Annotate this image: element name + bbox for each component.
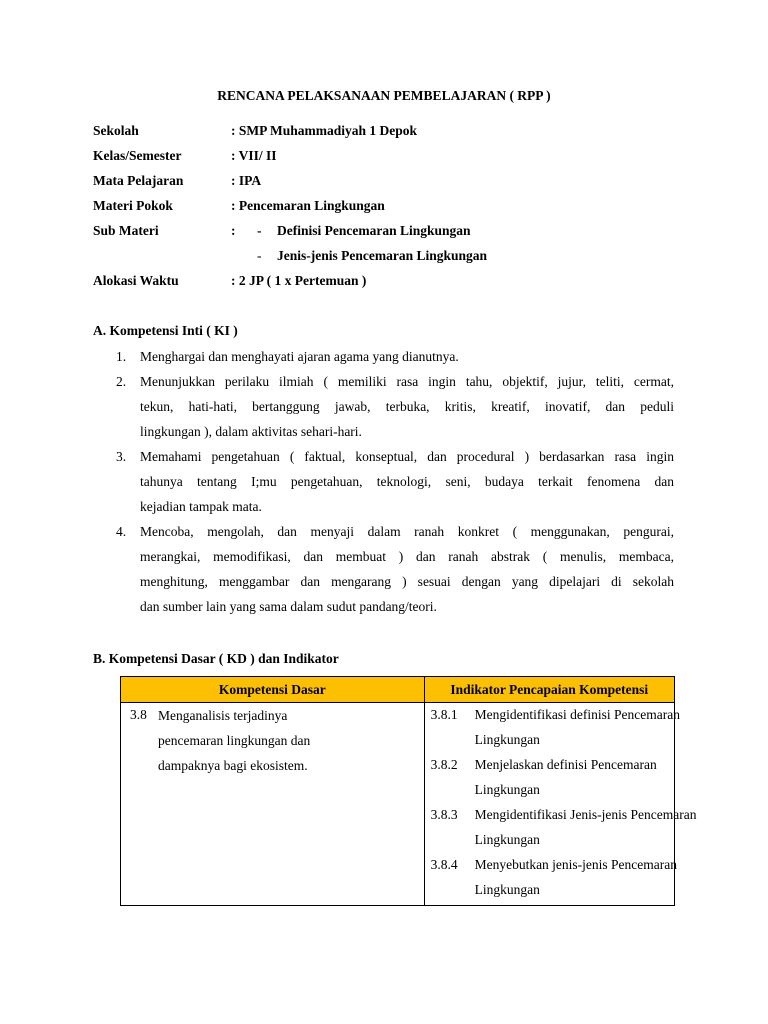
list-item-line: Mencoba, mengolah, dan menyaji dalam ranah konkret ( menggunakan, pengurai, (140, 524, 674, 539)
list-item-line: tekun, hati-hati, bertanggung jawab, terbuka, kritis, kreatif, inovatif, dan peduli (140, 399, 674, 414)
info-value: : 2 JP ( 1 x Pertemuan ) (231, 273, 367, 288)
kd-text-line: Menganalisis terjadinya (158, 708, 288, 723)
dash-bullet: - (257, 223, 262, 238)
section-heading-kd: B. Kompetensi Dasar ( KD ) dan Indikator (93, 651, 339, 666)
list-item-line: kejadian tampak mata. (140, 499, 262, 514)
info-value: : IPA (231, 173, 262, 188)
info-sub-materi (93, 223, 693, 243)
table-header-row (121, 677, 675, 703)
info-label: Kelas/Semester (93, 148, 182, 163)
info-kelas (93, 148, 693, 168)
section-heading-ki: A. Kompetensi Inti ( KI ) (93, 323, 238, 338)
indicator-number: 3.8.1 (430, 707, 458, 722)
indicator-text-line: Menyebutkan jenis-jenis Pencemaran (474, 857, 678, 872)
info-label: Materi Pokok (93, 198, 173, 213)
info-mapel (93, 173, 693, 193)
info-value: : VII/ II (231, 148, 277, 163)
info-label: Sub Materi (93, 223, 159, 238)
indicator-cell (424, 703, 697, 906)
indicator-number: 3.8.4 (430, 857, 458, 872)
kd-cell (121, 703, 425, 906)
list-number: 1. (116, 349, 127, 364)
info-sekolah (93, 123, 693, 143)
indicator-text-line: Mengidentifikasi Jenis-jenis Pencemaran (474, 807, 697, 822)
indicator-text-line: Lingkungan (474, 782, 540, 797)
info-sub-materi-2 (93, 248, 693, 268)
indicator-text-line: Lingkungan (474, 832, 540, 847)
kd-table (120, 676, 697, 906)
list-item-line: dan sumber lain yang sama dalam sudut pandang/teori. (140, 599, 437, 614)
list-item-line: Memahami pengetahuan ( faktual, konseptual, dan procedural ) berdasarkan rasa ingin (140, 449, 674, 464)
list-item-line: Menghargai dan menghayati ajaran agama yang dianutnya. (140, 349, 459, 364)
indicator-number: 3.8.2 (430, 757, 458, 772)
column-header-indikator: Indikator Pencapaian Kompetensi (424, 677, 674, 703)
info-label: Mata Pelajaran (93, 173, 184, 188)
list-number: 2. (116, 374, 127, 389)
sub-materi-text: Jenis-jenis Pencemaran Lingkungan (277, 248, 488, 263)
indicator-text-line: Lingkungan (474, 882, 540, 897)
column-header-kd: Kompetensi Dasar (121, 677, 425, 703)
list-item-line: lingkungan ), dalam aktivitas sehari-hari. (140, 424, 362, 439)
info-materi (93, 198, 693, 218)
list-item-line: tahunya tentang I;mu pengetahuan, teknologi, seni, budaya terkait fenomena dan (140, 474, 674, 489)
info-colon: : (231, 223, 236, 238)
list-item-line: menghitung, menggambar dan mengarang ) sesuai dengan yang dipelajari di sekolah (140, 574, 674, 589)
info-value: : SMP Muhammadiyah 1 Depok (231, 123, 418, 138)
list-number: 3. (116, 449, 127, 464)
list-number: 4. (116, 524, 127, 539)
dash-bullet: - (257, 248, 262, 263)
info-label: Alokasi Waktu (93, 273, 179, 288)
info-label: Sekolah (93, 123, 139, 138)
indicator-text-line: Menjelaskan definisi Pencemaran (474, 757, 657, 772)
indicator-number: 3.8.3 (430, 807, 458, 822)
document-title: RENCANA PELAKSANAAN PEMBELAJARAN ( RPP ) (217, 88, 551, 103)
indicator-text-line: Lingkungan (474, 732, 540, 747)
kd-text-line: dampaknya bagi ekosistem. (158, 758, 308, 773)
indicator-text-line: Mengidentifikasi definisi Pencemaran (474, 707, 681, 722)
info-value: : Pencemaran Lingkungan (231, 198, 385, 213)
table-row (121, 703, 675, 906)
list-item-line: Menunjukkan perilaku ilmiah ( memiliki rasa ingin tahu, objektif, jujur, teliti, cermat, (140, 374, 674, 389)
sub-materi-text: Definisi Pencemaran Lingkungan (277, 223, 471, 238)
info-alokasi (93, 273, 693, 293)
kd-text-line: pencemaran lingkungan dan (158, 733, 311, 748)
list-item-line: merangkai, memodifikasi, dan membuat ) dan ranah abstrak ( menulis, membaca, (140, 549, 674, 564)
kd-number: 3.8 (130, 707, 147, 722)
